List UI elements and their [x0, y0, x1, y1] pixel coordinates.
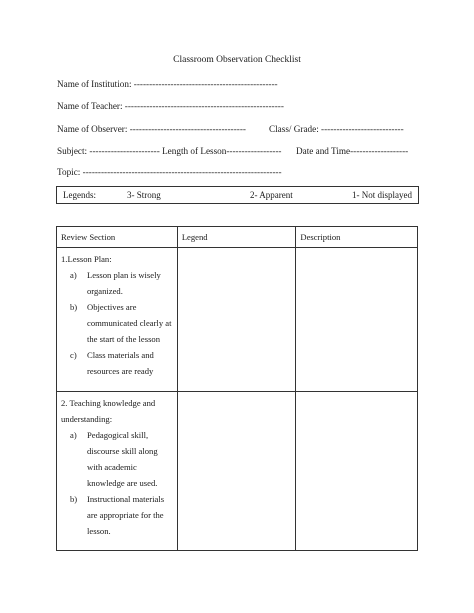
header-description: Description: [296, 227, 418, 248]
description-cell: [296, 248, 418, 392]
item-text: Lesson plan is wisely organized.: [87, 270, 161, 296]
teacher-field: Name of Teacher: ----------------------------------------------------: [57, 101, 284, 111]
description-cell: [296, 392, 418, 551]
legend-apparent: 2- Apparent: [250, 190, 293, 200]
subject-length-field: Subject: ----------------------- Length of Lesson------------------: [57, 146, 282, 156]
list-item: [61, 299, 173, 347]
item-marker: a): [70, 430, 77, 440]
item-list: [61, 427, 173, 539]
header-legend: Legend: [177, 227, 296, 248]
section-title: 2. Teaching knowledge and understanding:: [61, 398, 156, 424]
legend-not-displayed: 1- Not displayed: [352, 190, 412, 200]
institution-field: Name of Institution: -----------------------------------------------: [57, 79, 278, 89]
list-item: [61, 427, 173, 491]
legend-box: [56, 186, 419, 204]
date-time-field: Date and Time-------------------: [296, 146, 409, 156]
table-row: [57, 248, 418, 392]
item-text: Class materials and resources are ready: [87, 350, 154, 376]
item-text: Objectives are communicated clearly at the start of the lesson: [87, 302, 172, 344]
topic-field: Topic: -----------------------------------------------------------------: [57, 167, 282, 177]
item-list: [61, 267, 173, 379]
list-item: [61, 267, 173, 299]
review-section-cell: [57, 392, 178, 551]
legend-cell: [177, 248, 296, 392]
observer-field: Name of Observer: --------------------------------------: [57, 124, 246, 134]
list-item: [61, 491, 173, 539]
item-marker: b): [70, 494, 78, 504]
section-title: 1.Lesson Plan:: [61, 254, 112, 264]
item-text: Pedagogical skill, discourse skill along with academic knowledge are used.: [87, 430, 158, 488]
observation-table: [56, 226, 418, 551]
item-text: Instructional materials are appropriate for the lesson.: [87, 494, 165, 536]
header-review-section: Review Section: [57, 227, 178, 248]
table-row: [57, 392, 418, 551]
legend-label: Legends:: [63, 190, 96, 200]
class-grade-field: Class/ Grade: ---------------------------: [269, 124, 404, 134]
review-section-cell: [57, 248, 178, 392]
item-marker: c): [70, 350, 77, 360]
list-item: [61, 347, 173, 379]
item-marker: a): [70, 270, 77, 280]
legend-cell: [177, 392, 296, 551]
item-marker: b): [70, 302, 78, 312]
legend-strong: 3- Strong: [127, 190, 161, 200]
table-header-row: [57, 227, 418, 248]
page-title: Classroom Observation Checklist: [173, 55, 301, 65]
